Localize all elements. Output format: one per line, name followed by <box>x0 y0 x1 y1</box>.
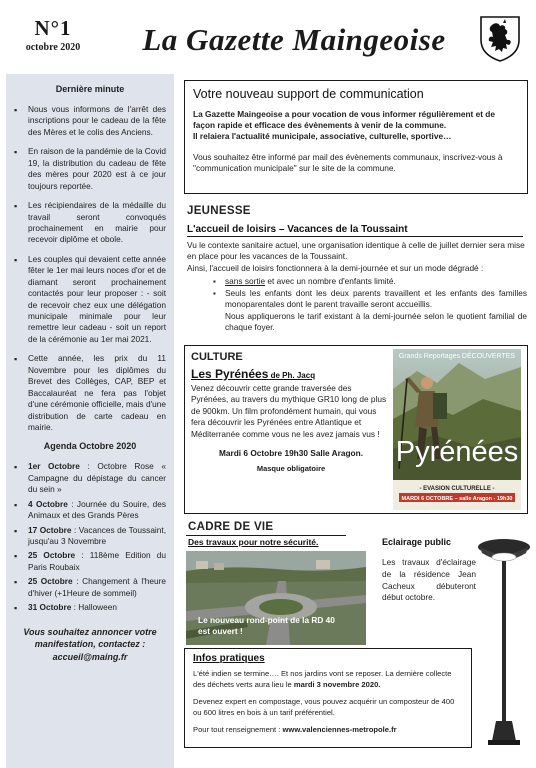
news-item: ▪ Les récipiendaires de la médaille du travail seront convoqués prochainement en mairie pour recevoir diplôme et obole. <box>12 200 166 246</box>
support-box <box>184 80 528 194</box>
issue-block <box>8 16 98 53</box>
news-item: ▪ Les couples qui devaient cette année fêter le 1er mai leurs noces d'or et de diamant seront prochainement contactés pour leur proposer : - soit de recevoir chez eux une délégation municipale minimale pour leur remettre leur cadeau - soit un report de la cérémonie au 1er mai 2021. <box>12 254 166 346</box>
agenda-text: : Vacances de Toussaint, jusqu'au 3 Novembre <box>28 524 166 546</box>
news-item: ▪ Nous vous informons de l'arrêt des inscriptions pour le cadeau de la fête des Mères et le colis des Anciens. <box>12 104 166 138</box>
jeunesse-item: ▪ Seuls les enfants dont les deux parents travaillent et les enfants des familles monoparentales dont le parent travaille seront accueillis. <box>213 288 527 311</box>
agenda-date: 4 Octobre <box>28 498 68 509</box>
sidebar-news <box>6 74 174 768</box>
agenda-list <box>12 461 166 613</box>
infos-p1 <box>193 668 463 690</box>
jeunesse-intro: Vu le contexte sanitaire actuel, une organisation identique à celle de juillet dernier sera mise en place pour les vacances de la Toussaint. <box>187 240 525 262</box>
agenda-date: 31 Octobre <box>28 602 72 613</box>
infos-p1-text: L'été indien se termine…. Et nos jardins vont se reposer. La dernière collecte des déchets verts aura lieu le <box>193 669 452 689</box>
sidebar-title: Dernière minute <box>55 84 125 94</box>
agenda-item <box>12 499 166 522</box>
poster-top: Grands Reportages DÉCOUVERTES <box>398 353 516 360</box>
jeunesse-item: Nous appliquerons le tarif existant à la demi-journée selon le quotient familial de chaque foyer. <box>225 310 527 333</box>
agenda-title: Agenda Octobre 2020 <box>43 441 137 452</box>
issue-date: octobre 2020 <box>25 42 81 53</box>
jeunesse-heading: JEUNESSE <box>187 205 251 217</box>
footer-line: Vous souhaitez annoncer votre manifestation, contactez : <box>23 626 157 650</box>
jeunesse-item-text: et avec un nombre d'enfants limité. <box>265 276 396 287</box>
support-p3: Vous souhaitez être informé par mail des évènements communaux, inscrivez-vous à "communication municipale" sur le site de la commune. <box>193 151 503 173</box>
sidebar-footer <box>6 626 174 664</box>
agenda-date: 1er Octobre <box>28 461 80 472</box>
infos-title: Infos pratiques <box>193 653 265 664</box>
event-datetime: Mardi 6 Octobre 19h30 Salle Aragon. <box>218 448 363 459</box>
masthead-title: La Gazette Maingeoise <box>142 22 446 57</box>
infos-p3 <box>193 724 463 735</box>
photo-caption <box>198 615 335 637</box>
lion-crest-icon <box>478 14 522 62</box>
support-p1: La Gazette Maingeoise a pour vocation de vous informer régulièrement et de façon rapide et efficace des évènements à venir de la commune. <box>193 109 495 131</box>
agenda-date: 25 Octobre <box>28 576 73 587</box>
agenda-item <box>12 602 166 613</box>
culture-heading: CULTURE <box>191 351 243 363</box>
mask-notice: Masque obligatoire <box>256 464 326 474</box>
poster-image <box>393 349 521 510</box>
collection-date: mardi 3 novembre 2020. <box>293 680 381 689</box>
jeunesse-text <box>187 240 527 334</box>
no-outing-text: sans sortie <box>225 276 266 287</box>
agenda-item <box>12 576 166 599</box>
issue-number: N°1 <box>34 16 72 40</box>
support-title: Votre nouveau support de communication <box>193 87 424 101</box>
eclairage-text: Les travaux d'éclairage de la résidence Jean Cacheux débuteront début octobre. <box>382 557 476 603</box>
infos-p2: Devenez expert en compostage, vous pouvez acquérir un composteur de 400 ou 600 litres en bois à un tarif préférentiel. <box>193 697 455 717</box>
agenda-text: : 118ème Edition du Paris Roubaix <box>28 550 166 572</box>
caption-line: est ouvert ! <box>198 625 243 636</box>
agenda-text: : Journée du Souire, des Animaux et des Grands Pères <box>28 498 166 521</box>
poster-title: Pyrénées <box>395 436 519 468</box>
contact-email[interactable]: accueil@maing.fr <box>52 651 128 662</box>
poster-date: MARDI 6 OCTOBRE – salle Aragon - 19h30 <box>401 496 513 502</box>
agenda-text: : Octobre Rose « Campagne du dépistage du cancer du sein » <box>28 461 166 495</box>
agenda-date: 25 Octobre <box>28 550 76 561</box>
jeunesse-list <box>213 276 527 333</box>
roundabout-photo <box>186 551 366 645</box>
eclairage-title: Eclairage public <box>382 537 452 547</box>
agenda-text: : Changement à l'heure d'hiver (+1Heure de sommeil) <box>28 576 166 598</box>
news-item: ▪ Cette année, les prix du 11 Novembre pour les diplômes du Brevet des Collèges, CAP, BEP et Baccalauréat ne fera pas l'objet d'une cérémonie officielle, mais d'une distribution de carte cadeau en mairie. <box>12 353 166 433</box>
poster-evasion: - EVASION CULTURELLE - <box>419 486 495 492</box>
culture-box <box>184 345 528 514</box>
infos-p3-text: Pour tout renseignement : <box>193 725 283 734</box>
cadre-subtitle: Des travaux pour notre sécurité. <box>188 537 319 547</box>
agenda-item <box>12 550 166 573</box>
news-item: ▪ En raison de la pandémie de la Covid 19, la distribution du cadeau de fête des mères pour 2020 est à ce jour toujours reportée. <box>12 146 166 192</box>
jeunesse-item <box>213 276 527 287</box>
website-link[interactable]: www.valenciennes-metropole.fr <box>282 725 397 734</box>
agenda-date: 17 Octobre <box>28 524 72 535</box>
cadre-divider <box>186 535 346 536</box>
cadre-heading: CADRE DE VIE <box>188 521 274 533</box>
support-p2: Il relaiera l'actualité municipale, associative, culturelle, sportive… <box>193 131 452 142</box>
jeunesse-intro: Ainsi, l'accueil de loisirs fonctionnera à la demi-journée et sur un mode dégradé : <box>187 262 484 273</box>
event-poster <box>393 349 521 510</box>
agenda-item <box>12 461 166 495</box>
caption-line: Le nouveau rond-point de la RD 40 <box>198 615 335 625</box>
event-author: de Ph. Jacq <box>268 371 316 380</box>
street-lamp-icon <box>476 535 532 747</box>
event-description: Venez découvrir cette grande traversée des Pyrénées, au travers du mythique GR10 long de plus de 900km. Un film profondément humain, qui vous fera découvrir les Pyrénées entre Atlantique et Méditerranée comme vous ne les avez jamais vus ! <box>191 383 387 439</box>
event-name: Les Pyrénées <box>191 367 269 381</box>
agenda-text: : Halloween <box>71 602 118 613</box>
infos-box <box>184 648 472 748</box>
jeunesse-subtitle: L'accueil de loisirs – Vacances de la Toussaint <box>187 224 523 237</box>
news-list <box>12 104 166 433</box>
agenda-item <box>12 525 166 548</box>
